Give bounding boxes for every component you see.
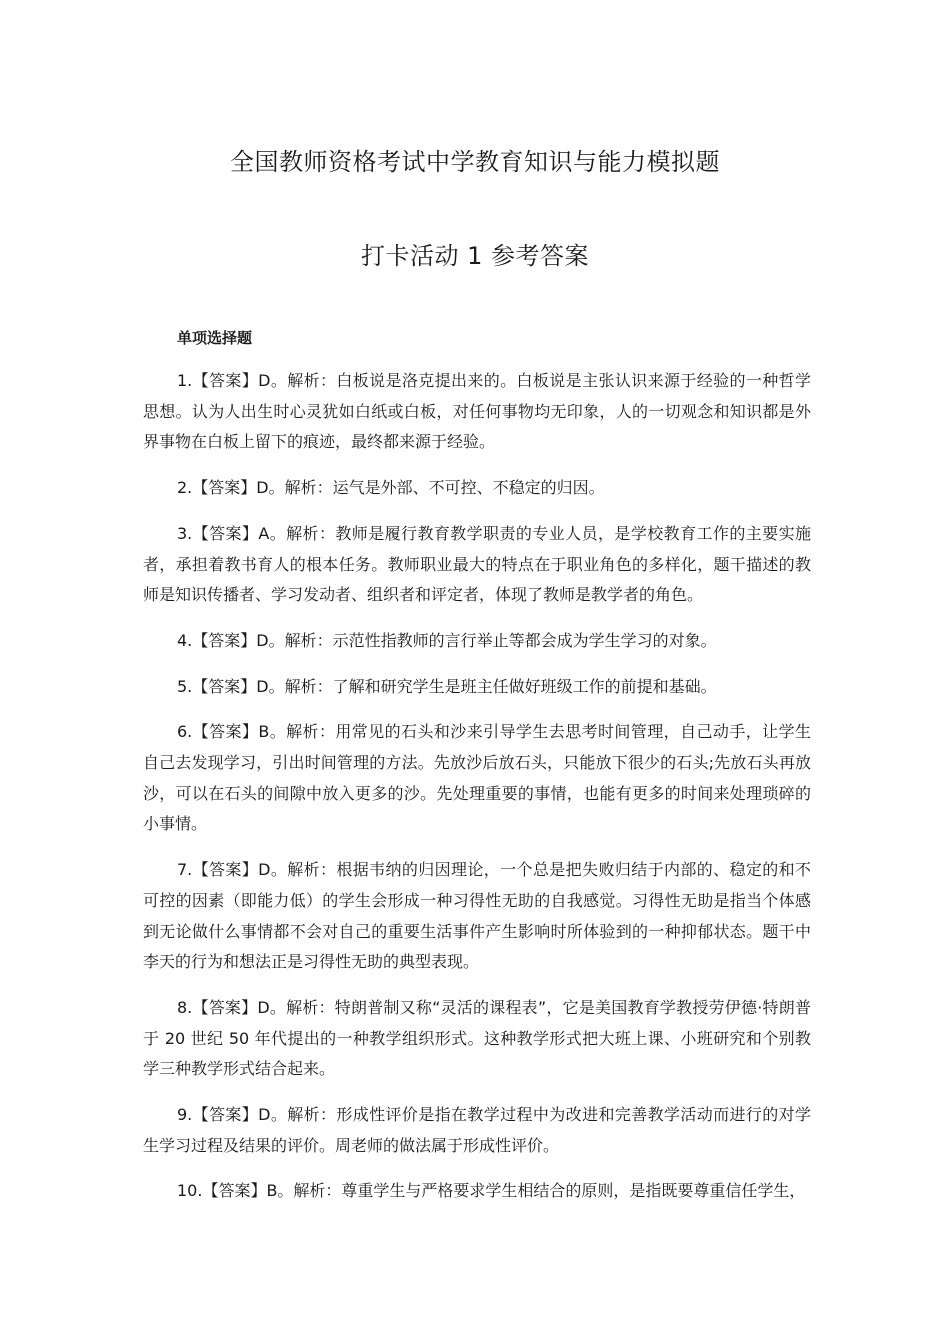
document-title: 全国教师资格考试中学教育知识与能力模拟题 — [230, 148, 720, 176]
answer-item-3: 3.【答案】A。解析：教师是履行教育教学职责的专业人员，是学校教育工作的主要实施者，承担着教书育人的根本任务。教师职业最大的特点在于职业角色的多样化，题干描述的教师是知识传播者、学习发动者、组织者和评定者，体现了教师是教学者的角色。 — [143, 523, 811, 605]
section-heading: 单项选择题 — [177, 329, 253, 347]
answer-item-6: 6.【答案】B。解析：用常见的石头和沙来引导学生去思考时间管理，自己动手，让学生自己去发现学习，引出时间管理的方法。先放沙后放石头，只能放下很少的石头;先放石头再放沙，可以在石头的间隙中放入更多的沙。先处理重要的事情，也能有更多的时间来处理琐碎的小事情。 — [143, 722, 811, 834]
answer-item-7: 7.【答案】D。解析：根据韦纳的归因理论，一个总是把失败归结于内部的、稳定的和不可控的因素（即能力低）的学生会形成一种习得性无助的自我感觉。习得性无助是指当个体感到无论做什么事情都不会对自己的重要生活事件产生影响时所体验到的一种抑郁状态。题干中李天的行为和想法正是习得性无助的典型表现。 — [143, 860, 811, 972]
answer-item-4: 4.【答案】D。解析：示范性指教师的言行举止等都会成为学生学习的对象。 — [177, 630, 717, 650]
answer-item-9: 9.【答案】D。解析：形成性评价是指在教学过程中为改进和完善教学活动而进行的对学生学习过程及结果的评价。周老师的做法属于形成性评价。 — [143, 1105, 811, 1155]
answer-item-5: 5.【答案】D。解析：了解和研究学生是班主任做好班级工作的前提和基础。 — [177, 676, 717, 696]
answer-item-1: 1.【答案】D。解析：白板说是洛克提出来的。白板说是主张认识来源于经验的一种哲学思想。认为人出生时心灵犹如白纸或白板，对任何事物均无印象，人的一切观念和知识都是外界事物在白板上留下的痕迹，最终都来源于经验。 — [143, 371, 811, 452]
document-subtitle: 打卡活动 1 参考答案 — [360, 242, 590, 270]
answer-list — [143, 366, 811, 1222]
answer-item-10: 10.【答案】B。解析：尊重学生与严格要求学生相结合的原则，是指既要尊重信任学生， — [177, 1181, 806, 1201]
answer-item-2: 2.【答案】D。解析：运气是外部、不可控、不稳定的归因。 — [177, 478, 605, 498]
answer-item-8: 8.【答案】D。解析：特朗普制又称“灵活的课程表”，它是美国教育学教授劳伊德·特朗普于 20 世纪 50 年代提出的一种教学组织形式。这种教学形式把大班上课、小班研究和个别教学三种教学形式结合起来。 — [143, 997, 811, 1079]
